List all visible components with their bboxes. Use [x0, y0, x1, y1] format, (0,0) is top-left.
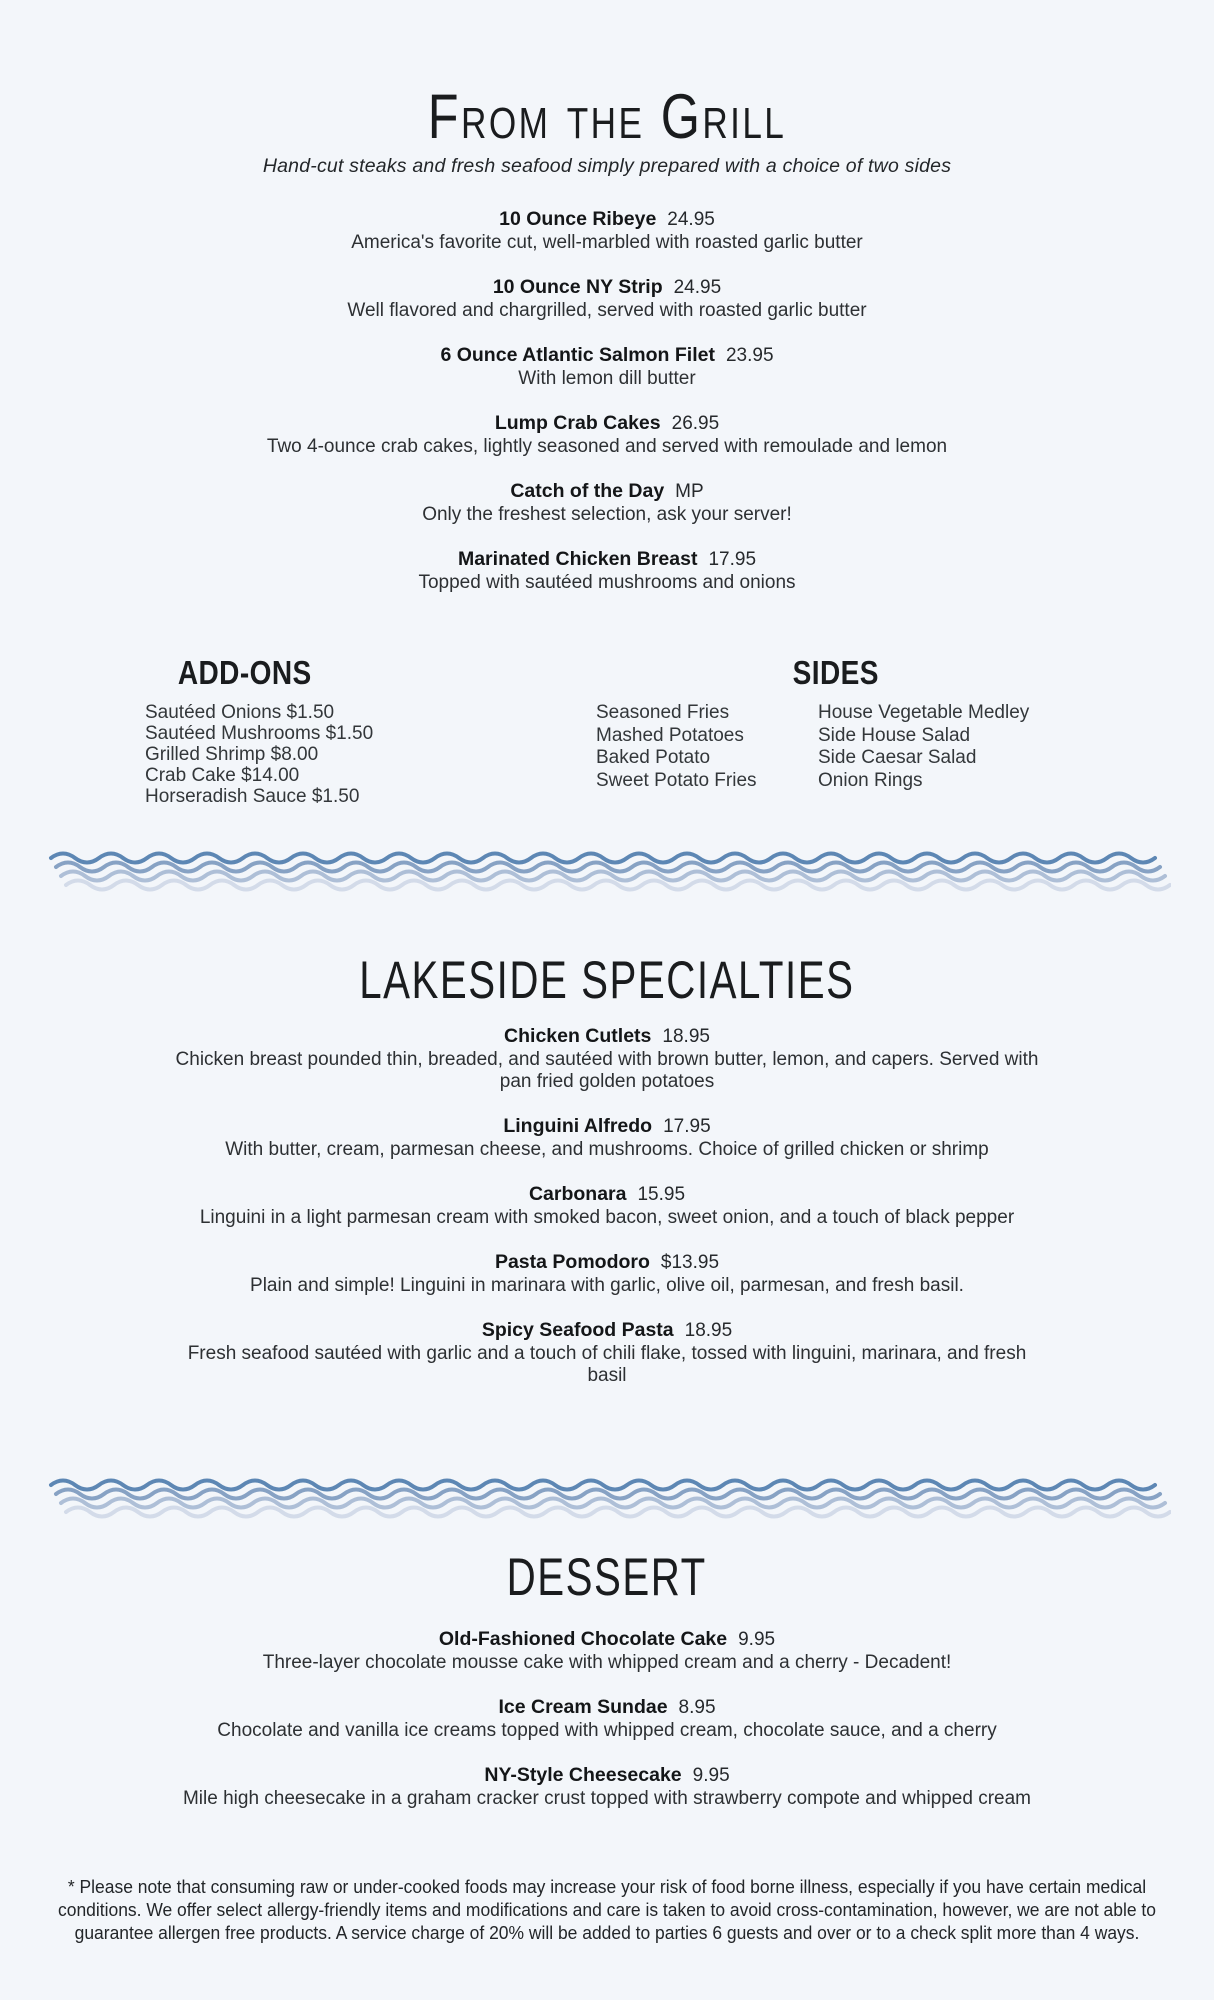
addons-section: [145, 654, 374, 807]
menu-item: [0, 548, 1214, 594]
grill-subtitle: Hand-cut steaks and fresh seafood simply prepared with a choice of two sides: [262, 155, 952, 177]
menu-item-head: [0, 1319, 1214, 1343]
side-item: Baked Potato: [596, 747, 711, 768]
addon-item: Crab Cake $14.00: [145, 765, 300, 786]
menu-item-price: 18.95: [662, 1026, 710, 1047]
menu-item-head: [0, 276, 1214, 300]
side-item: Side House Salad: [818, 724, 971, 746]
menu-item-head: [0, 208, 1214, 232]
wave-divider: [43, 850, 1171, 898]
grill-items-section: [0, 208, 1214, 594]
menu-item-price: MP: [675, 481, 704, 502]
menu-item-name: Ice Cream Sundae: [498, 1696, 668, 1718]
menu-item: [0, 276, 1214, 322]
menu-item-description: Linguini in a light parmesan cream with smoked bacon, sweet onion, and a touch of black pepper: [199, 1207, 1015, 1228]
menu-item: [0, 1764, 1214, 1810]
menu-item-name: Chicken Cutlets: [504, 1025, 652, 1047]
addon-item: Sautéed Mushrooms $1.50: [145, 723, 374, 744]
menu-item-head: [0, 412, 1214, 436]
disclaimer-footnote: * Please note that consuming raw or under-cooked foods may increase your risk of food borne illness, especially if you have certain medical conditions. We offer select allergy-friendly items and modifications and care is taken to avoid cross-contamination, however, we are not able to guarantee allergen free products. A service charge of 20% will be added to parties 6 guests and over or to a check split more than 4 ways.: [58, 1877, 1156, 1943]
menu-item: [0, 1183, 1214, 1229]
addon-item: Sautéed Onions $1.50: [145, 702, 335, 723]
section-title-text: From the Grill: [427, 82, 787, 152]
menu-item-price: 17.95: [708, 549, 757, 570]
section-title-dessert: [0, 1548, 1214, 1607]
sides-columns: [596, 702, 1076, 792]
side-item: Sweet Potato Fries: [596, 769, 757, 791]
menu-item-name: 10 Ounce Ribeye: [499, 208, 657, 230]
menu-item-head: [0, 1696, 1214, 1720]
addons-sides-section: [0, 656, 1214, 806]
menu-item-description: Well flavored and chargrilled, served with roasted garlic butter: [347, 300, 867, 321]
menu-item-description: Chicken breast pounded thin, breaded, and sautéed with brown butter, lemon, and capers. Served with pan fried golden potatoes: [175, 1049, 1039, 1092]
menu-item-price: $13.95: [660, 1252, 720, 1273]
menu-item: [0, 480, 1214, 526]
menu-item-price: 9.95: [738, 1629, 776, 1650]
menu-item-description: Three-layer chocolate mousse cake with whipped cream and a cherry - Decadent!: [262, 1652, 952, 1673]
menu-item-name: NY-Style Cheesecake: [484, 1764, 682, 1786]
menu-item-description: Plain and simple! Linguini in marinara with garlic, olive oil, parmesan, and fresh basil.: [250, 1275, 964, 1296]
menu-item-price: 24.95: [673, 277, 722, 298]
menu-item-price: 8.95: [678, 1697, 716, 1718]
dessert-items-section: [0, 1628, 1214, 1810]
menu-item-description: Mile high cheesecake in a graham cracker crust topped with strawberry compote and whipped cream: [182, 1788, 1032, 1809]
menu-item-head: [0, 1628, 1214, 1652]
menu-item-description: Two 4-ounce crab cakes, lightly seasoned and served with remoulade and lemon: [266, 436, 948, 457]
menu-item-description: With butter, cream, parmesan cheese, and mushrooms. Choice of grilled chicken or shrimp: [225, 1139, 989, 1160]
sides-title: SIDES: [792, 654, 880, 691]
addon-item: Grilled Shrimp $8.00: [145, 744, 319, 765]
menu-item: [0, 1696, 1214, 1742]
menu-item-price: 23.95: [725, 345, 774, 366]
menu-item-name: Old-Fashioned Chocolate Cake: [438, 1628, 728, 1650]
menu-item-name: Linguini Alfredo: [503, 1115, 653, 1137]
menu-item: [0, 1251, 1214, 1297]
menu-item-description: America's favorite cut, well-marbled with roasted garlic butter: [351, 232, 863, 253]
menu-item-name: Spicy Seafood Pasta: [481, 1319, 674, 1341]
menu-item-name: Catch of the Day: [510, 480, 665, 502]
menu-item: [0, 1025, 1214, 1093]
menu-item-head: [0, 1764, 1214, 1788]
menu-item: [0, 208, 1214, 254]
menu-item-price: 18.95: [684, 1320, 733, 1341]
menu-item-head: [0, 344, 1214, 368]
addon-item: Horseradish Sauce $1.50: [145, 786, 360, 807]
menu-item-price: 15.95: [637, 1184, 686, 1205]
lakeside-items-section: [0, 1025, 1214, 1387]
menu-item-description: Chocolate and vanilla ice creams topped with whipped cream, chocolate sauce, and a cherry: [217, 1720, 997, 1741]
wave-divider: [43, 1477, 1171, 1525]
menu-item-name: 6 Ounce Atlantic Salmon Filet: [440, 344, 715, 366]
menu-item-price: 24.95: [667, 209, 715, 230]
side-item: Mashed Potatoes: [596, 724, 744, 746]
section-title-text: LAKESIDE SPECIALTIES: [359, 951, 855, 1010]
menu-item-name: Carbonara: [528, 1183, 627, 1205]
menu-item: [0, 344, 1214, 390]
menu-item: [0, 1628, 1214, 1674]
side-item: Onion Rings: [818, 769, 923, 791]
menu-item-price: 17.95: [663, 1116, 711, 1137]
menu-item-head: [0, 548, 1214, 572]
menu-item-description: Topped with sautéed mushrooms and onions: [418, 572, 796, 593]
sides-column-2: [818, 702, 1029, 792]
addons-title: ADD-ONS: [178, 654, 312, 691]
menu-item: [0, 1319, 1214, 1387]
section-title-text: DESSERT: [506, 1548, 708, 1607]
menu-item-head: [0, 1025, 1214, 1049]
menu-item-name: Marinated Chicken Breast: [457, 548, 698, 570]
menu-item: [0, 412, 1214, 458]
menu-item-description: Only the freshest selection, ask your server!: [422, 504, 792, 525]
menu-item-name: Pasta Pomodoro: [494, 1251, 650, 1273]
menu-item-head: [0, 1115, 1214, 1139]
side-item: Seasoned Fries: [596, 702, 730, 723]
menu-item-description: Fresh seafood sautéed with garlic and a touch of chili flake, tossed with linguini, marinara, and fresh basil: [187, 1343, 1027, 1386]
menu-item-price: 26.95: [671, 413, 720, 434]
sides-section: [596, 656, 1076, 792]
menu-item-name: 10 Ounce NY Strip: [492, 276, 663, 298]
menu-item-head: [0, 480, 1214, 504]
side-item: Side Caesar Salad: [818, 747, 977, 768]
menu-item-description: With lemon dill butter: [518, 368, 696, 389]
menu-item-price: 9.95: [692, 1765, 730, 1786]
section-title-lakeside-specialties: [0, 951, 1214, 1010]
menu-item-name: Lump Crab Cakes: [494, 412, 661, 434]
sides-column-1: [596, 702, 818, 792]
menu-item-head: [0, 1251, 1214, 1275]
section-title-from-the-grill: [0, 82, 1214, 152]
menu-item: [0, 1115, 1214, 1161]
addons-list: [145, 702, 374, 807]
menu-item-head: [0, 1183, 1214, 1207]
side-item: House Vegetable Medley: [818, 702, 1030, 723]
